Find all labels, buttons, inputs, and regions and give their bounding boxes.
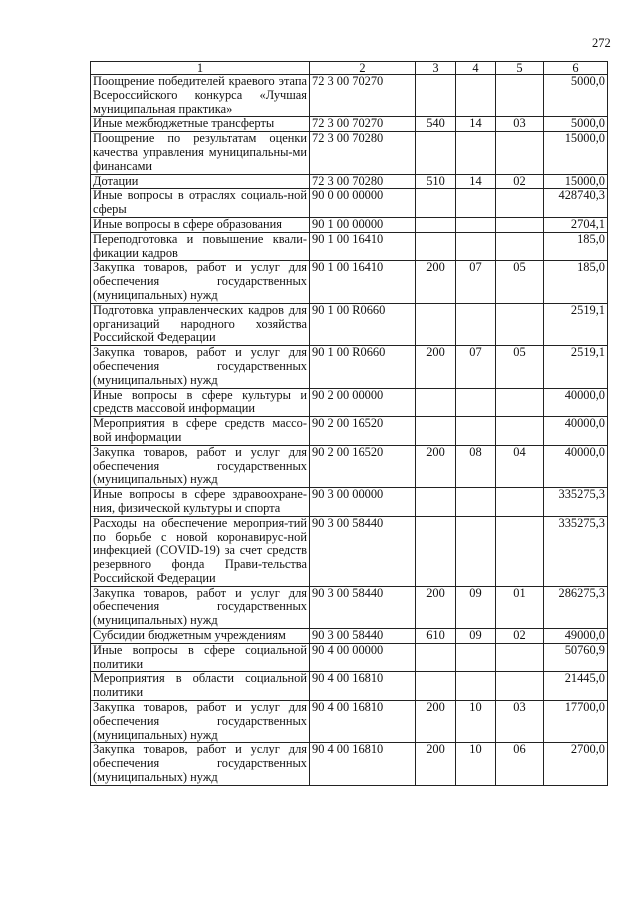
subsection-cell: 03 xyxy=(496,117,544,132)
expense-type-cell xyxy=(416,189,456,218)
row-name-cell: Поощрение победителей краевого этапа Всероссийского конкурса «Лучшая муниципальная практика» xyxy=(91,75,310,117)
amount-cell: 2519,1 xyxy=(544,303,608,345)
row-name-cell: Субсидии бюджетным учреждениям xyxy=(91,629,310,644)
table-row xyxy=(91,516,608,586)
target-code-cell: 72 3 00 70270 xyxy=(310,117,416,132)
amount-cell: 5000,0 xyxy=(544,75,608,117)
section-cell xyxy=(456,303,496,345)
table-row xyxy=(91,701,608,743)
row-name-cell: Мероприятия в сфере средств массо-вой информации xyxy=(91,417,310,446)
table-row xyxy=(91,117,608,132)
subsection-cell: 03 xyxy=(496,701,544,743)
expense-type-cell: 610 xyxy=(416,629,456,644)
table-row xyxy=(91,232,608,261)
section-cell xyxy=(456,75,496,117)
expense-type-cell xyxy=(416,388,456,417)
table-row xyxy=(91,388,608,417)
table-row xyxy=(91,672,608,701)
target-code-cell: 90 1 00 R0660 xyxy=(310,303,416,345)
section-cell: 14 xyxy=(456,117,496,132)
expense-type-cell xyxy=(416,303,456,345)
amount-cell: 50760,9 xyxy=(544,643,608,672)
expense-type-cell xyxy=(416,643,456,672)
subsection-cell: 04 xyxy=(496,445,544,487)
target-code-cell: 90 4 00 16810 xyxy=(310,743,416,785)
column-header: 1 xyxy=(91,62,310,75)
table-row xyxy=(91,174,608,189)
amount-cell: 40000,0 xyxy=(544,388,608,417)
section-cell: 10 xyxy=(456,743,496,785)
subsection-cell: 05 xyxy=(496,346,544,388)
expense-type-cell xyxy=(416,217,456,232)
expense-type-cell xyxy=(416,232,456,261)
column-header: 3 xyxy=(416,62,456,75)
target-code-cell: 90 3 00 00000 xyxy=(310,488,416,517)
row-name-cell: Расходы на обеспечение мероприя-тий по борьбе с новой коронавирус-ной инфекцией (COVID-19) за счет средств резервного фонда Прави-тельства Российской Федерации xyxy=(91,516,310,586)
expense-type-cell xyxy=(416,672,456,701)
target-code-cell: 90 4 00 00000 xyxy=(310,643,416,672)
amount-cell: 335275,3 xyxy=(544,488,608,517)
section-cell: 07 xyxy=(456,261,496,303)
expense-type-cell: 200 xyxy=(416,445,456,487)
amount-cell: 286275,3 xyxy=(544,586,608,628)
section-cell xyxy=(456,189,496,218)
expense-type-cell xyxy=(416,132,456,174)
section-cell: 14 xyxy=(456,174,496,189)
row-name-cell: Иные вопросы в сфере культуры и средств массовой информации xyxy=(91,388,310,417)
column-header: 2 xyxy=(310,62,416,75)
amount-cell: 21445,0 xyxy=(544,672,608,701)
subsection-cell xyxy=(496,303,544,345)
row-name-cell: Закупка товаров, работ и услуг для обеспечения государственных (муниципальных) нужд xyxy=(91,586,310,628)
subsection-cell xyxy=(496,672,544,701)
row-name-cell: Переподготовка и повышение квали-фикации кадров xyxy=(91,232,310,261)
table-row xyxy=(91,189,608,218)
row-name-cell: Мероприятия в области социальной политики xyxy=(91,672,310,701)
row-name-cell: Иные вопросы в отраслях социаль-ной сферы xyxy=(91,189,310,218)
row-name-cell: Иные вопросы в сфере здравоохране-ния, физической культуры и спорта xyxy=(91,488,310,517)
amount-cell: 428740,3 xyxy=(544,189,608,218)
table-row xyxy=(91,261,608,303)
subsection-cell xyxy=(496,217,544,232)
target-code-cell: 72 3 00 70280 xyxy=(310,132,416,174)
expense-type-cell: 200 xyxy=(416,261,456,303)
target-code-cell: 90 1 00 R0660 xyxy=(310,346,416,388)
table-row xyxy=(91,488,608,517)
target-code-cell: 90 0 00 00000 xyxy=(310,189,416,218)
target-code-cell: 90 1 00 16410 xyxy=(310,261,416,303)
subsection-cell xyxy=(496,388,544,417)
subsection-cell: 02 xyxy=(496,174,544,189)
target-code-cell: 90 2 00 16520 xyxy=(310,445,416,487)
row-name-cell: Дотации xyxy=(91,174,310,189)
table-row xyxy=(91,743,608,785)
subsection-cell xyxy=(496,232,544,261)
amount-cell: 2700,0 xyxy=(544,743,608,785)
target-code-cell: 90 4 00 16810 xyxy=(310,701,416,743)
amount-cell: 40000,0 xyxy=(544,417,608,446)
section-cell xyxy=(456,643,496,672)
amount-cell: 185,0 xyxy=(544,261,608,303)
target-code-cell: 72 3 00 70280 xyxy=(310,174,416,189)
subsection-cell: 01 xyxy=(496,586,544,628)
amount-cell: 2704,1 xyxy=(544,217,608,232)
section-cell xyxy=(456,388,496,417)
table-body xyxy=(91,75,608,786)
amount-cell: 335275,3 xyxy=(544,516,608,586)
subsection-cell xyxy=(496,417,544,446)
expense-type-cell xyxy=(416,516,456,586)
column-header: 6 xyxy=(544,62,608,75)
table-row xyxy=(91,217,608,232)
row-name-cell: Закупка товаров, работ и услуг для обеспечения государственных (муниципальных) нужд xyxy=(91,261,310,303)
target-code-cell: 90 3 00 58440 xyxy=(310,629,416,644)
section-cell xyxy=(456,488,496,517)
expense-type-cell: 200 xyxy=(416,586,456,628)
subsection-cell: 02 xyxy=(496,629,544,644)
target-code-cell: 90 2 00 16520 xyxy=(310,417,416,446)
column-header: 5 xyxy=(496,62,544,75)
expense-type-cell xyxy=(416,488,456,517)
section-cell xyxy=(456,217,496,232)
table-row xyxy=(91,643,608,672)
row-name-cell: Иные вопросы в сфере образования xyxy=(91,217,310,232)
table-row xyxy=(91,346,608,388)
amount-cell: 5000,0 xyxy=(544,117,608,132)
subsection-cell xyxy=(496,189,544,218)
amount-cell: 15000,0 xyxy=(544,174,608,189)
target-code-cell: 90 2 00 00000 xyxy=(310,388,416,417)
subsection-cell xyxy=(496,516,544,586)
expense-type-cell xyxy=(416,75,456,117)
target-code-cell: 90 1 00 16410 xyxy=(310,232,416,261)
expense-type-cell: 200 xyxy=(416,701,456,743)
row-name-cell: Закупка товаров, работ и услуг для обеспечения государственных (муниципальных) нужд xyxy=(91,701,310,743)
column-header: 4 xyxy=(456,62,496,75)
expense-type-cell: 540 xyxy=(416,117,456,132)
section-cell: 10 xyxy=(456,701,496,743)
section-cell xyxy=(456,132,496,174)
subsection-cell: 05 xyxy=(496,261,544,303)
table-row xyxy=(91,75,608,117)
expense-type-cell: 510 xyxy=(416,174,456,189)
row-name-cell: Подготовка управленческих кадров для организаций народного хозяйства Российской Федерации xyxy=(91,303,310,345)
section-cell: 09 xyxy=(456,629,496,644)
row-name-cell: Закупка товаров, работ и услуг для обеспечения государственных (муниципальных) нужд xyxy=(91,743,310,785)
table-row xyxy=(91,132,608,174)
row-name-cell: Закупка товаров, работ и услуг для обеспечения государственных (муниципальных) нужд xyxy=(91,445,310,487)
row-name-cell: Иные вопросы в сфере социальной политики xyxy=(91,643,310,672)
header-row xyxy=(91,62,608,75)
expense-type-cell: 200 xyxy=(416,743,456,785)
section-cell: 09 xyxy=(456,586,496,628)
section-cell: 07 xyxy=(456,346,496,388)
target-code-cell: 90 1 00 00000 xyxy=(310,217,416,232)
page-number: 272 xyxy=(592,36,611,50)
table-row xyxy=(91,303,608,345)
budget-table xyxy=(90,61,608,786)
subsection-cell xyxy=(496,132,544,174)
target-code-cell: 90 4 00 16810 xyxy=(310,672,416,701)
subsection-cell xyxy=(496,75,544,117)
table-row xyxy=(91,417,608,446)
amount-cell: 40000,0 xyxy=(544,445,608,487)
subsection-cell: 06 xyxy=(496,743,544,785)
table-row xyxy=(91,445,608,487)
amount-cell: 185,0 xyxy=(544,232,608,261)
section-cell xyxy=(456,417,496,446)
expense-type-cell xyxy=(416,417,456,446)
amount-cell: 15000,0 xyxy=(544,132,608,174)
section-cell xyxy=(456,672,496,701)
section-cell xyxy=(456,232,496,261)
section-cell: 08 xyxy=(456,445,496,487)
row-name-cell: Иные межбюджетные трансферты xyxy=(91,117,310,132)
subsection-cell xyxy=(496,488,544,517)
row-name-cell: Поощрение по результатам оценки качества управления муниципальны-ми финансами xyxy=(91,132,310,174)
expense-type-cell: 200 xyxy=(416,346,456,388)
subsection-cell xyxy=(496,643,544,672)
section-cell xyxy=(456,516,496,586)
target-code-cell: 90 3 00 58440 xyxy=(310,586,416,628)
target-code-cell: 72 3 00 70270 xyxy=(310,75,416,117)
table-row xyxy=(91,629,608,644)
table-row xyxy=(91,586,608,628)
row-name-cell: Закупка товаров, работ и услуг для обеспечения государственных (муниципальных) нужд xyxy=(91,346,310,388)
target-code-cell: 90 3 00 58440 xyxy=(310,516,416,586)
amount-cell: 49000,0 xyxy=(544,629,608,644)
amount-cell: 2519,1 xyxy=(544,346,608,388)
amount-cell: 17700,0 xyxy=(544,701,608,743)
